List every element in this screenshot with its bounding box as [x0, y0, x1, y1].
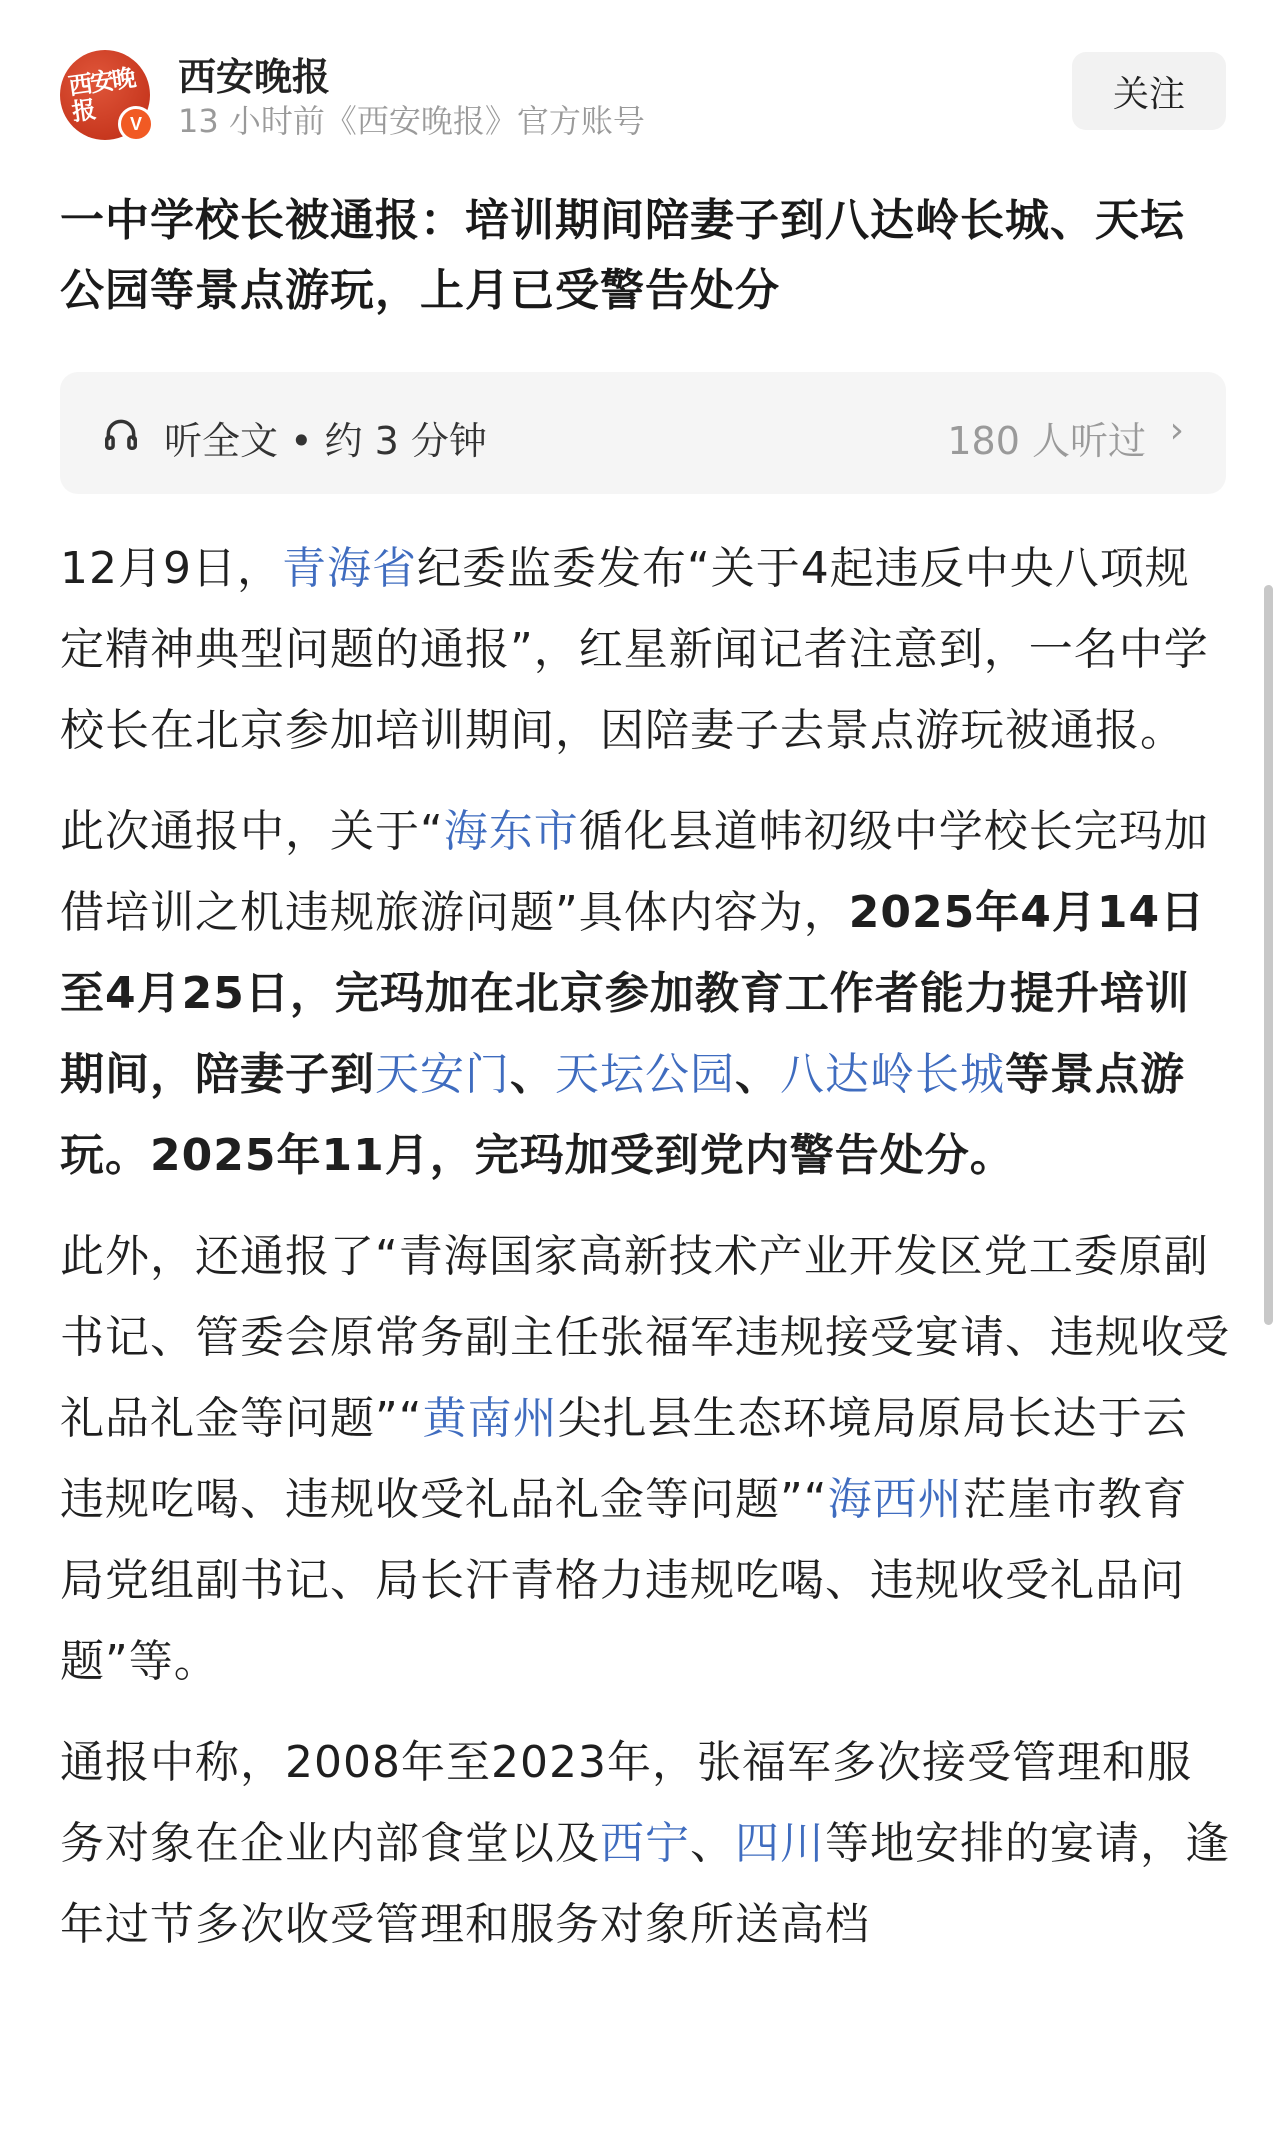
bold-text: 2025年4月14日至4月25日，完玛加在北京参加教育工作者能力提升培训期间，陪妻子到 — [60, 887, 1206, 1100]
article-header — [60, 44, 1226, 144]
chevron-right-icon: › — [1169, 410, 1184, 451]
bold-text: 等景点游玩。2025年11月，完玛加受到党内警告处分。 — [60, 1049, 1185, 1181]
article-body — [60, 528, 1230, 1985]
link-badaling[interactable]: 八达岭长城 — [780, 1049, 1005, 1100]
text-span: 、 — [690, 1818, 735, 1869]
follow-button[interactable]: 关注 — [1072, 52, 1226, 130]
account-meta: 13 小时前《西安晚报》官方账号 — [178, 102, 645, 140]
paragraph-2 — [60, 791, 1230, 1196]
listen-count: 180 人听过 — [947, 419, 1146, 463]
article-title: 一中学校长被通报：培训期间陪妻子到八达岭长城、天坛公园等景点游玩，上月已受警告处分 — [60, 195, 1185, 316]
link-tiantan[interactable]: 天坛公园 — [555, 1049, 735, 1100]
listen-full-text-bar[interactable] — [60, 372, 1226, 494]
avatar-logo-text: 西安晚报 — [66, 62, 136, 127]
text-span: 尖扎县生态环境局原局长达于云违规吃喝、违规收受礼品礼金等问题”“ — [60, 1393, 1188, 1525]
link-huangnan[interactable]: 黄南州 — [422, 1393, 558, 1444]
bold-text: 、 — [735, 1049, 780, 1100]
link-haixi[interactable]: 海西州 — [827, 1474, 963, 1525]
text-span: 等地安排的宴请，逢年过节多次收受管理和服务对象所送高档 — [60, 1818, 1230, 1950]
account-name[interactable]: 西安晚报 — [178, 55, 331, 99]
text-span: 茫崖市教育局党组副书记、局长汗青格力违规吃喝、违规收受礼品问题”等。 — [60, 1474, 1188, 1687]
link-sichuan[interactable]: 四川 — [735, 1818, 825, 1869]
verified-badge-icon: V — [118, 106, 154, 142]
text-span: 此次通报中，关于“ — [60, 806, 444, 857]
paragraph-3 — [60, 1216, 1230, 1702]
text-span: 循化县道帏初级中学校长完玛加借培训之机违规旅游问题”具体内容为， — [60, 806, 1209, 938]
scrollbar[interactable] — [1264, 585, 1273, 1325]
text-span: 通报中称，2008年至2023年，张福军多次接受管理和服务对象在企业内部食堂以及 — [60, 1737, 1192, 1869]
link-haidong[interactable]: 海东市 — [443, 806, 579, 857]
text-span: 此外，还通报了“青海国家高新技术产业开发区党工委原副书记、管委会原常务副主任张福军违规接受宴请、违规收受礼品礼金等问题”“ — [60, 1231, 1230, 1444]
link-tiananmen[interactable]: 天安门 — [375, 1049, 510, 1100]
paragraph-1 — [60, 528, 1230, 771]
avatar[interactable] — [60, 50, 150, 140]
link-qinghai[interactable]: 青海省 — [281, 543, 417, 594]
bold-text: 、 — [510, 1049, 555, 1100]
text-span: 12月9日， — [60, 543, 282, 594]
listen-label: 听全文 • 约 3 分钟 — [164, 419, 487, 463]
link-xining[interactable]: 西宁 — [600, 1818, 690, 1869]
headphones-icon — [102, 415, 140, 453]
bottom-fade — [0, 2060, 1280, 2131]
text-span: 纪委监委发布“关于4起违反中央八项规定精神典型问题的通报”，红星新闻记者注意到，一名中学校长在北京参加培训期间，因陪妻子去景点游玩被通报。 — [60, 543, 1209, 756]
paragraph-4 — [60, 1722, 1230, 1965]
